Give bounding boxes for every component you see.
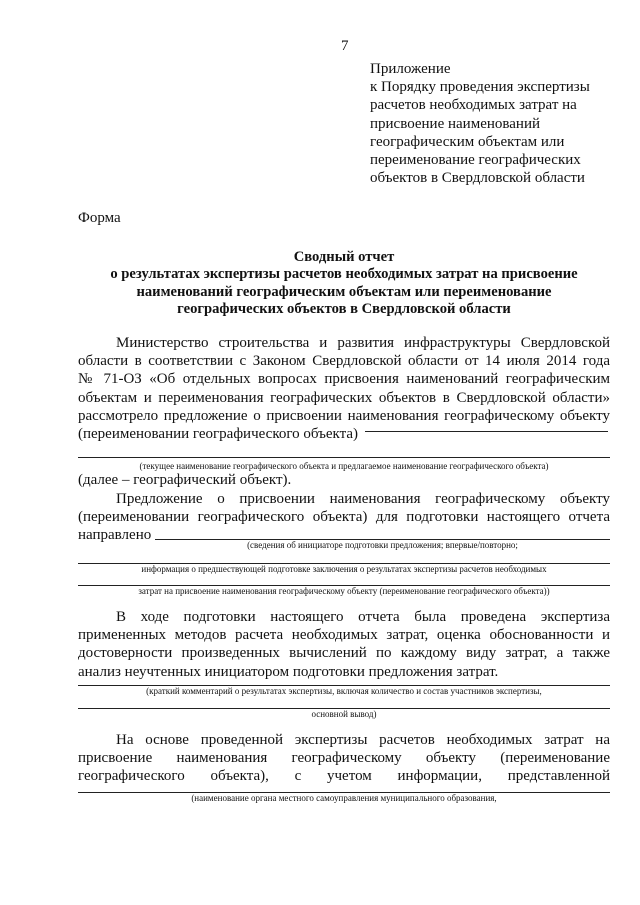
appendix-line: географическим объектам или xyxy=(370,133,565,150)
appendix-line: к Порядку проведения экспертизы xyxy=(370,79,590,96)
paragraph-2 xyxy=(78,490,610,545)
field-caption: (наименование органа местного самоуправления муниципального образования, xyxy=(191,793,497,803)
field-caption: (краткий комментарий о результатах экспертизы, включая количество и состав участников экспертизы, xyxy=(146,686,542,696)
para-line: области в соответствии с Законом Свердловской области от 14 июля 2014 года xyxy=(78,353,610,370)
field-caption: основной вывод) xyxy=(311,709,377,719)
para-line: географического объекта), с учетом информации, представленной xyxy=(78,768,610,785)
field-caption: затрат на присвоение наименования географическому объекту (переименование географического объекта)) xyxy=(138,586,550,596)
para-line: В ходе подготовки настоящего отчета была проведена экспертиза xyxy=(116,609,610,625)
paragraph-4 xyxy=(78,731,610,786)
paragraph-1 xyxy=(78,334,610,443)
page-number: 7 xyxy=(341,38,349,54)
para-line: достоверности произведенных вычислений по каждому виду затрат, а также xyxy=(78,645,610,662)
para-line: рассмотрело предложение о присвоении наименования географическому объекту xyxy=(78,407,610,424)
appendix-line: объектов в Свердловской области xyxy=(370,170,585,187)
para-line: (переименовании географического объекта) xyxy=(78,426,359,443)
para-line: объектам и переименования географических объектов в Свердловской области» xyxy=(78,389,610,406)
paragraph-3 xyxy=(78,608,610,681)
field-caption: (текущее наименование географического объекта и предлагаемое наименование географического объекта) xyxy=(139,461,549,471)
appendix-line: присвоение наименований xyxy=(370,115,541,132)
title-line: географических объектов в Свердловской области xyxy=(177,301,511,318)
fill-line xyxy=(365,431,608,432)
appendix-line: расчетов необходимых затрат на xyxy=(370,97,577,114)
para-line: примененных методов расчета необходимых затрат, оценка обоснованности и xyxy=(78,627,610,644)
para-line: Министерство строительства и развития инфраструктуры Свердловской xyxy=(116,335,610,351)
para-line: № 71-ОЗ «Об отдельных вопросах присвоения наименований географическим xyxy=(78,371,610,388)
para-line: направлено xyxy=(78,527,152,544)
para-line: присвоение наименования географическому объекту (переименование xyxy=(78,750,610,767)
field-caption: (сведения об инициаторе подготовки предложения; впервые/повторно; xyxy=(247,540,518,550)
appendix-line: переименование географических xyxy=(370,152,581,169)
para-line: (переименовании географического объекта) для подготовки настоящего отчета xyxy=(78,509,610,526)
appendix-line: Приложение xyxy=(370,61,451,77)
para-line: Предложение о присвоении наименования географическому объекту xyxy=(116,491,610,507)
field-caption: информация о предшествующей подготовке заключения о результатах экспертизы расчетов необходимых xyxy=(141,564,547,574)
para1-end: (далее – географический объект). xyxy=(78,472,292,488)
form-label: Форма xyxy=(78,210,121,226)
title-line: Сводный отчет xyxy=(293,249,395,265)
document-title xyxy=(78,249,610,319)
para-line: анализ неучтенных инициатором подготовки предложения затрат. xyxy=(78,663,499,680)
appendix-header xyxy=(370,60,590,187)
fill-line xyxy=(78,457,610,458)
title-line: наименований географическим объектам или переименование xyxy=(136,283,552,300)
para-line: На основе проведенной экспертизы расчетов необходимых затрат на xyxy=(116,732,610,748)
title-line: о результатах экспертизы расчетов необходимых затрат на присвоение xyxy=(110,266,578,283)
